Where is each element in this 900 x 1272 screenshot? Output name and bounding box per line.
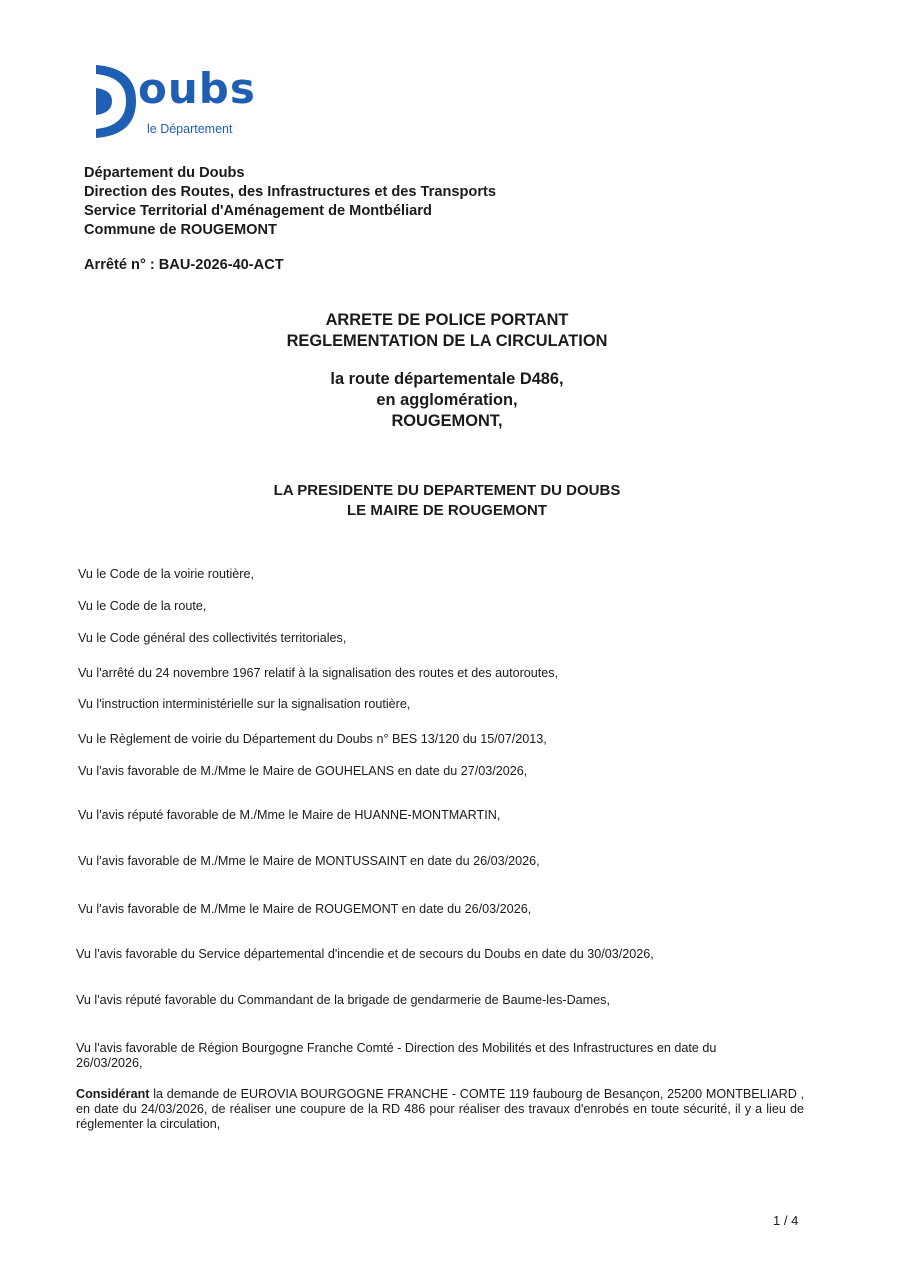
visa-item: Vu l'avis favorable de M./Mme le Maire de MONTUSSAINT en date du 26/03/2026, xyxy=(78,854,540,868)
page-number: 1 / 4 xyxy=(773,1213,799,1228)
issuer-service: Service Territorial d'Aménagement de Montbéliard xyxy=(84,203,432,219)
logo-subtitle: le Département xyxy=(147,122,233,136)
visa-region-line-1: Vu l'avis favorable de Région Bourgogne Franche Comté - Direction des Mobilités et des Infrastructures en date du xyxy=(76,1041,717,1055)
logo-wordmark: oubs xyxy=(138,64,256,113)
department-logo xyxy=(94,62,284,142)
visa-item-region xyxy=(76,1041,804,1071)
location-block xyxy=(200,369,694,432)
issuer-commune: Commune de ROUGEMONT xyxy=(84,222,277,238)
visa-item: Vu l'arrêté du 24 novembre 1967 relatif à la signalisation des routes et des autoroutes, xyxy=(78,666,559,680)
authority-mayor: LE MAIRE DE ROUGEMONT xyxy=(346,502,547,519)
visa-item: Vu l'avis favorable du Service départemental d'incendie et de secours du Doubs en date du 30/03/2026, xyxy=(76,947,654,961)
location-line-1: la route départementale D486, xyxy=(330,370,564,388)
issuer-direction: Direction des Routes, des Infrastructures et des Transports xyxy=(84,184,496,200)
visa-item: Vu le Code de la route, xyxy=(78,599,207,613)
visa-item: Vu l'avis réputé favorable du Commandant de la brigade de gendarmerie de Baume-les-Dames, xyxy=(76,993,610,1007)
visa-item: Vu l'instruction interministérielle sur la signalisation routière, xyxy=(78,697,411,711)
visa-item: Vu l'avis réputé favorable de M./Mme le Maire de HUANNE-MONTMARTIN, xyxy=(78,808,501,822)
visa-item: Vu l'avis favorable de M./Mme le Maire de GOUHELANS en date du 27/03/2026, xyxy=(78,764,528,778)
location-line-3: ROUGEMONT, xyxy=(391,412,503,430)
issuer-department: Département du Doubs xyxy=(84,165,245,181)
visa-item: Vu le Règlement de voirie du Département du Doubs n° BES 13/120 du 15/07/2013, xyxy=(78,732,547,746)
title-line-1: ARRETE DE POLICE PORTANT xyxy=(325,311,569,329)
visa-item: Vu le Code général des collectivités territoriales, xyxy=(78,631,347,645)
document-title xyxy=(200,310,694,352)
visa-item: Vu l'avis favorable de M./Mme le Maire de ROUGEMONT en date du 26/03/2026, xyxy=(78,902,532,916)
arrete-number: Arrêté n° : BAU-2026-40-ACT xyxy=(84,257,284,273)
logo-d-mark-icon xyxy=(94,62,138,142)
visa-item: Vu le Code de la voirie routière, xyxy=(78,567,254,581)
considerant-paragraph xyxy=(76,1087,804,1132)
authority-president: LA PRESIDENTE DU DEPARTEMENT DU DOUBS xyxy=(273,482,621,499)
authorities-block xyxy=(200,481,694,521)
visa-region-line-2: 26/03/2026, xyxy=(76,1056,143,1070)
considerant-text: la demande de EUROVIA BOURGOGNE FRANCHE - COMTE 119 faubourg de Besançon, 25200 MONTBELIARD , en date du 24/03/2026, de réaliser une coupure de la RD 486 pour réaliser des travaux d'enrobés en toute sécurité, il y a lieu de réglementer la circulation, xyxy=(76,1087,804,1131)
location-line-2: en agglomération, xyxy=(376,391,518,409)
considerant-keyword: Considérant xyxy=(76,1087,150,1101)
issuer-block xyxy=(84,164,496,240)
title-line-2: REGLEMENTATION DE LA CIRCULATION xyxy=(286,332,608,350)
